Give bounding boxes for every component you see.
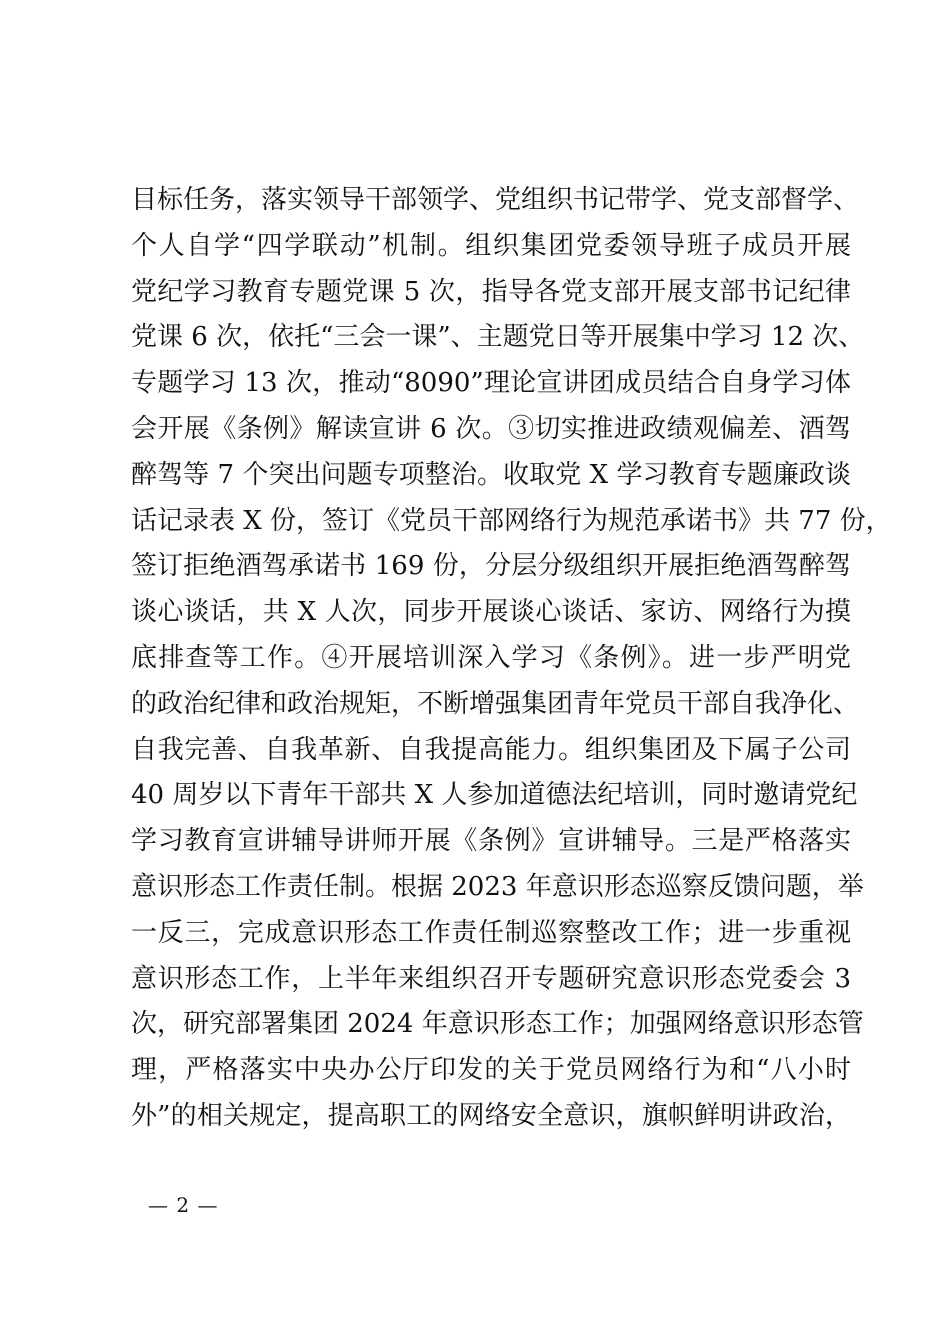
- text-line: 党纪学习教育专题党课 5 次，指导各党支部开展支部书记纪律: [131, 276, 851, 307]
- text-line: 目标任务，落实领导干部领学、党组织书记带学、党支部督学、: [131, 185, 860, 215]
- text-line: 党课 6 次，依托“三会一课”、主题党日等开展集中学习 12 次、: [131, 322, 865, 353]
- text-line: 自我完善、自我革新、自我提高能力。组织集团及下属子公司: [131, 734, 851, 765]
- body-text: [131, 178, 892, 1140]
- text-line: 意识形态工作，上半年来组织召开专题研究意识形态党委会 3: [131, 963, 851, 994]
- text-line: 40 周岁以下青年干部共 X 人参加道德法纪培训，同时邀请党纪: [131, 780, 858, 811]
- text-line: 底排查等工作。④开展培训深入学习《条例》。进一步严明党: [131, 642, 851, 673]
- text-line: 签订拒绝酒驾承诺书 169 份，分层分级组织开展拒绝酒驾醉驾: [131, 551, 851, 582]
- text-line: 谈心谈话，共 X 人次，同步开展谈心谈话、家访、网络行为摸: [131, 597, 851, 628]
- text-line: 外”的相关规定，提高职工的网络安全意识，旗帜鲜明讲政治，: [131, 1100, 851, 1131]
- page-number: — 2 —: [148, 1193, 219, 1217]
- text-line: 会开展《条例》解读宣讲 6 次。③切实推进政绩观偏差、酒驾: [131, 413, 851, 444]
- text-line: 一反三，完成意识形态工作责任制巡察整改工作；进一步重视: [131, 917, 851, 948]
- text-line: 的政治纪律和政治规矩，不断增强集团青年党员干部自我净化、: [131, 688, 860, 719]
- text-line: 个人自学“四学联动”机制。组织集团党委领导班子成员开展: [131, 230, 851, 261]
- text-line: 意识形态工作责任制。根据 2023 年意识形态巡察反馈问题，举: [131, 871, 864, 902]
- text-line: 次，研究部署集团 2024 年意识形态工作；加强网络意识形态管: [131, 1009, 864, 1040]
- text-line: 醉驾等 7 个突出问题专项整治。收取党 X 学习教育专题廉政谈: [131, 459, 851, 490]
- text-line: 理，严格落实中央办公厅印发的关于党员网络行为和“八小时: [131, 1055, 851, 1086]
- text-line: 专题学习 13 次，推动“8090”理论宣讲团成员结合自身学习体: [131, 368, 851, 399]
- text-line: 学习教育宣讲辅导讲师开展《条例》宣讲辅导。三是严格落实: [131, 826, 851, 857]
- text-line: 话记录表 X 份，签订《党员干部网络行为规范承诺书》共 77 份，: [131, 505, 892, 536]
